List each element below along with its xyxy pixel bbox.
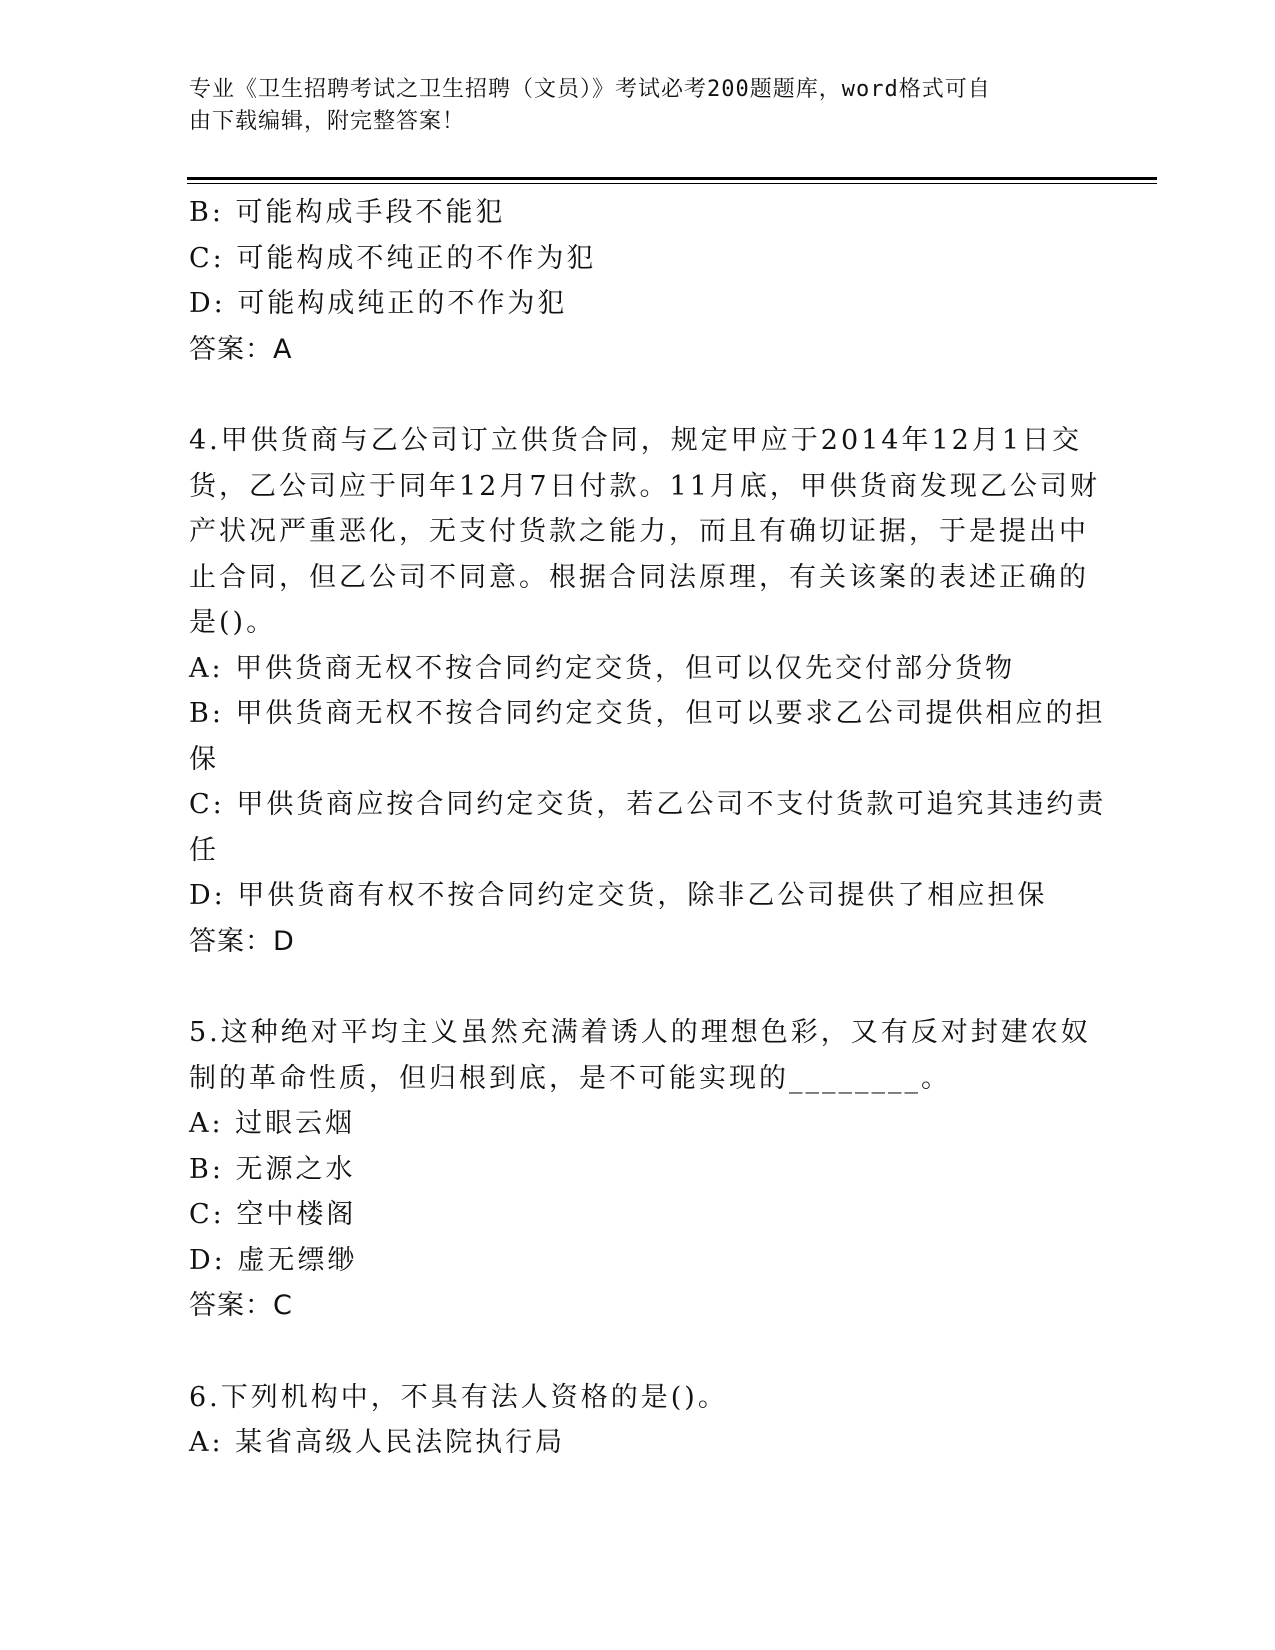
header-line-2: 由下载编辑，附完整答案！	[189, 109, 466, 134]
question-content	[189, 190, 1107, 1466]
q6-stem: 6.下列机构中，不具有法人资格的是()。	[189, 1381, 728, 1413]
q5-option-c: C: 空中楼阁	[189, 1199, 357, 1230]
q4-answer: 答案：D	[189, 925, 295, 957]
q5-option-b: B: 无源之水	[189, 1153, 356, 1185]
q4-option-b-line: B: 甲供货商无权不按合同约定交货，但可以要求乙公司提供相应的担	[189, 698, 1106, 729]
q3-option-c: C: 可能构成不纯正的不作为犯	[189, 242, 597, 274]
q4-option-b-line: 保	[189, 743, 219, 775]
q4-stem-line: 是()。	[189, 607, 277, 638]
q5-stem-line: 5.这种绝对平均主义虽然充满着诱人的理想色彩，又有反对封建农奴	[189, 1017, 1091, 1048]
q4-option-c-line: C: 甲供货商应按合同约定交货，若乙公司不支付货款可追究其违约责	[189, 789, 1107, 820]
q5-option-d: D: 虚无缥缈	[189, 1244, 358, 1276]
header-line-1: 专业《卫生招聘考试之卫生招聘（文员）》考试必考200题题库，word格式可自	[189, 77, 991, 102]
q4-stem-line: 产状况严重恶化，无支付货款之能力，而且有确切证据，于是提出中	[189, 516, 1089, 547]
q4-stem-line: 货，乙公司应于同年12月7日付款。11月底，甲供货商发现乙公司财	[189, 470, 1100, 502]
q6-option-a: A: 某省高级人民法院执行局	[189, 1427, 566, 1458]
q3-option-d: D: 可能构成纯正的不作为犯	[189, 288, 568, 319]
spacer	[189, 372, 1089, 418]
q5-option-a: A: 过眼云烟	[189, 1108, 356, 1139]
q5-stem-line: 制的革命性质，但归根到底，是不可能实现的________。	[189, 1062, 951, 1094]
q4-stem-line: 止合同，但乙公司不同意。根据合同法原理，有关该案的表述正确的	[189, 561, 1089, 593]
question-5	[189, 1010, 1089, 1329]
question-4	[189, 418, 1107, 964]
q3-answer: 答案：A	[189, 333, 293, 365]
q4-option-c-line: 任	[189, 834, 219, 866]
spacer	[189, 1329, 1089, 1375]
q5-answer: 答案：C	[189, 1290, 293, 1321]
document-header	[189, 74, 1079, 138]
q4-stem-line: 4.甲供货商与乙公司订立供货合同，规定甲应于2014年12月1日交	[189, 425, 1083, 456]
q3-option-b: B: 可能构成手段不能犯	[189, 197, 506, 228]
spacer	[189, 964, 1089, 1010]
q4-option-a: A: 甲供货商无权不按合同约定交货，但可以仅先交付部分货物	[189, 652, 1016, 684]
question-3	[189, 190, 1089, 372]
question-6	[189, 1375, 1089, 1466]
header-rule-thick	[187, 177, 1157, 180]
q4-option-d: D: 甲供货商有权不按合同约定交货，除非乙公司提供了相应担保	[189, 880, 1048, 911]
header-rule-thin	[187, 183, 1157, 184]
